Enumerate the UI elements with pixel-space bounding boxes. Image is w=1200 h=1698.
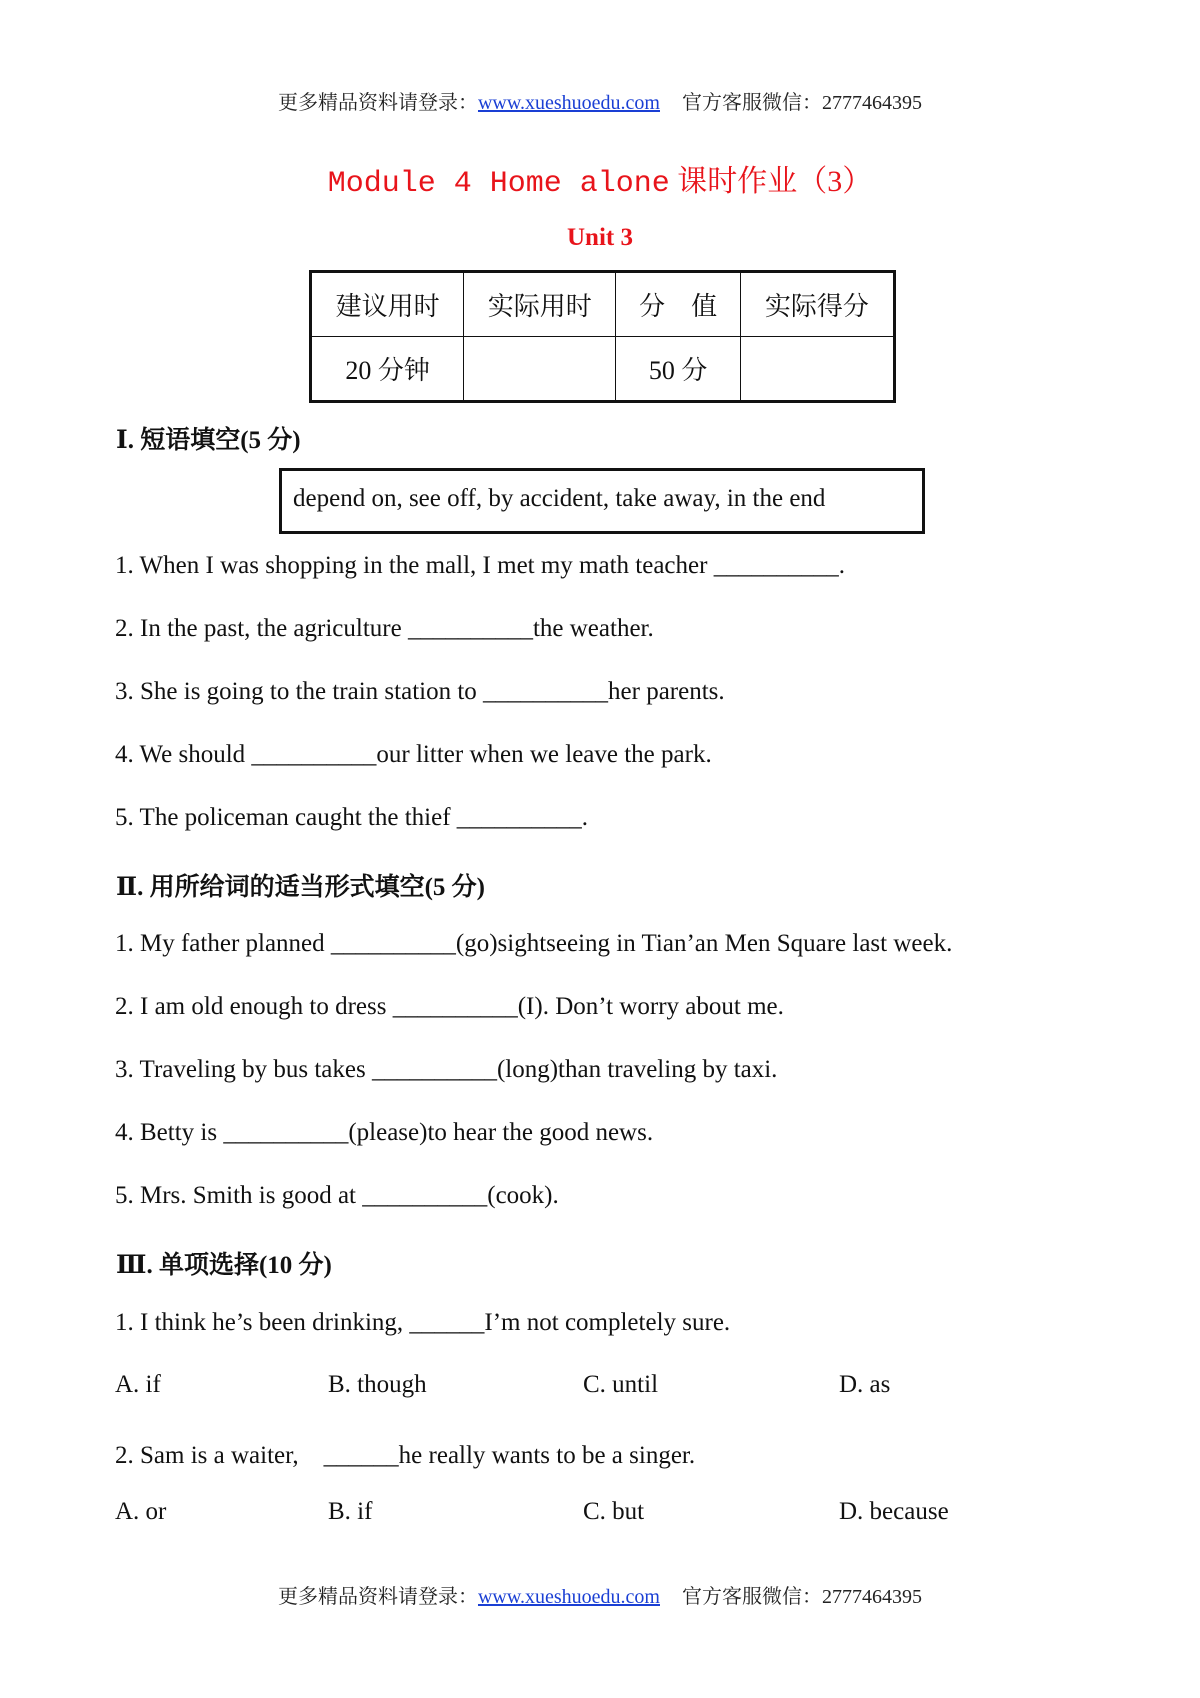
- section-3-title: Ⅲ. 单项选择(10 分): [116, 1252, 332, 1279]
- section-2-item: 1. My father planned __________(go)sightseeing in Tian’an Men Square last week.: [115, 930, 953, 957]
- option-c: C. until: [583, 1371, 659, 1398]
- page-footer: [0, 1580, 1200, 1609]
- option-b: B. if: [328, 1498, 373, 1525]
- section-1-item: 4. We should __________our litter when we leave the park.: [115, 741, 712, 768]
- option-d: D. as: [839, 1371, 891, 1398]
- section-1-title: Ⅰ. 短语填空(5 分): [116, 427, 301, 454]
- option-a: A. or: [115, 1498, 167, 1525]
- page-header: [0, 86, 1200, 115]
- header-site-link[interactable]: www.xueshuoedu.com: [477, 92, 660, 114]
- option-c: C. but: [583, 1498, 645, 1525]
- score-table: [309, 270, 896, 403]
- page-title: [0, 156, 1200, 201]
- section-1-item: 3. She is going to the train station to __________her parents.: [115, 678, 725, 705]
- title-chinese: 课时作业（3）: [677, 165, 873, 198]
- section-1-item: 5. The policeman caught the thief __________.: [115, 804, 589, 831]
- score-header-cell: 建议用时: [311, 272, 464, 337]
- score-table-header-row: [311, 272, 895, 337]
- header-wechat: 官方客服微信：2777464395: [682, 92, 922, 114]
- section-2-item: 3. Traveling by bus takes __________(long)than traveling by taxi.: [115, 1056, 778, 1083]
- score-value-cell[interactable]: [464, 337, 616, 402]
- footer-wechat: 官方客服微信：2777464395: [682, 1586, 922, 1608]
- option-b: B. though: [328, 1371, 427, 1398]
- header-prefix: 更多精品资料请登录：: [277, 92, 478, 114]
- section-1-item: 2. In the past, the agriculture __________the weather.: [115, 615, 654, 642]
- score-table-value-row: [311, 337, 895, 402]
- unit-subtitle: Unit 3: [567, 224, 633, 251]
- score-header-cell: 实际得分: [740, 272, 894, 337]
- section-2-item: 2. I am old enough to dress __________(I). Don’t worry about me.: [115, 993, 784, 1020]
- score-header-cell: 分 值: [616, 272, 741, 337]
- score-value-cell: 20 分钟: [311, 337, 464, 402]
- section-1-item: 1. When I was shopping in the mall, I met my math teacher __________.: [115, 552, 845, 579]
- question-stem: 1. I think he’s been drinking, ______I’m not completely sure.: [115, 1309, 731, 1336]
- footer-prefix: 更多精品资料请登录：: [277, 1586, 478, 1608]
- score-header-cell: 实际用时: [464, 272, 616, 337]
- question-stem: 2. Sam is a waiter, ______he really wants to be a singer.: [115, 1442, 696, 1469]
- option-a: A. if: [115, 1371, 161, 1398]
- title-english: Module 4 Home alone: [327, 167, 670, 201]
- section-2-item: 4. Betty is __________(please)to hear the good news.: [115, 1119, 654, 1146]
- score-value-cell: 50 分: [616, 337, 741, 402]
- footer-site-link[interactable]: www.xueshuoedu.com: [477, 1586, 660, 1608]
- option-d: D. because: [839, 1498, 949, 1525]
- section-2-title: Ⅱ. 用所给词的适当形式填空(5 分): [116, 874, 485, 901]
- score-value-cell[interactable]: [740, 337, 894, 402]
- phrase-bank-box: depend on, see off, by accident, take away, in the end: [279, 468, 925, 534]
- section-2-item: 5. Mrs. Smith is good at __________(cook).: [115, 1182, 559, 1209]
